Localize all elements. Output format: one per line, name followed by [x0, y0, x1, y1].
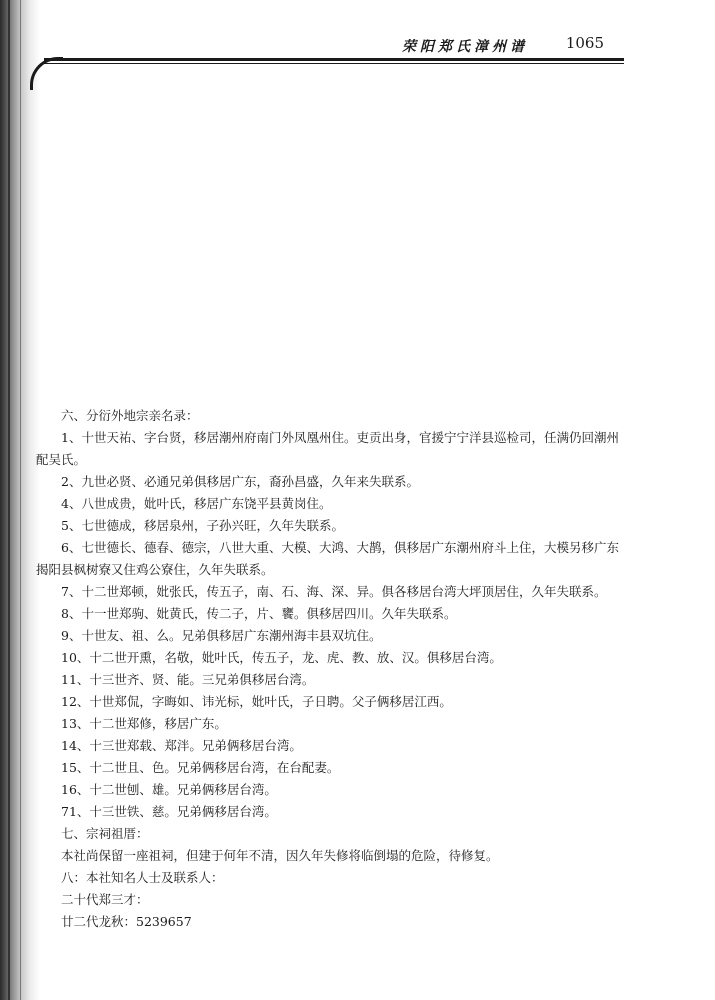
entry-list: [36, 427, 626, 823]
list-item: 15、十二世且、色。兄弟俩移居台湾，在台配妻。: [61, 760, 340, 775]
section-heading: 八：本社知名人士及联系人：: [61, 870, 224, 885]
section-heading: 七、宗祠祖厝：: [61, 826, 149, 841]
list-item: 7、十二世郑顿，妣张氏，传五子，南、石、海、深、异。俱各移居台湾大坪顶居住，久年失联系。: [61, 584, 607, 599]
binding-edge-line: [20, 0, 21, 1000]
list-item: 71、十三世铁、慈。兄弟俩移居台湾。: [61, 804, 277, 819]
paragraph: 本社尚保留一座祖祠，但建于何年不清，因久年失修将临倒塌的危险，待修复。: [61, 848, 499, 863]
list-item: 12、十世郑侃，字晦如、讳光标，妣叶氏，子日聘。父子俩移居江西。: [61, 694, 452, 709]
list-item: 10、十二世开熏，名敬，妣叶氏，传五子，龙、虎、教、放、汉。俱移居台湾。: [61, 650, 502, 665]
page-header: [44, 30, 624, 66]
page-number: 1065: [565, 34, 604, 52]
list-item: 11、十三世齐、贤、能。三兄弟俱移居台湾。: [61, 672, 315, 687]
list-item: 2、九世必贤、必通兄弟俱移居广东，裔孙昌盛，久年来失联系。: [61, 474, 419, 489]
list-item: 1、十世天祐、字台贤，移居潮州府南门外凤凰州住。吏贡出身，官援宁宁洋县巡检司，任满仍回潮州配吴氏。: [36, 430, 619, 467]
list-item: 8、十一世郑驹、妣黄氏，传二子，片、饔。俱移居四川。久年失联系。: [61, 606, 457, 621]
list-item: 14、十三世郑载、郑泮。兄弟俩移居台湾。: [61, 738, 302, 753]
binding-edge-line: [8, 0, 10, 1000]
contact-item: 二十代郑三才：: [61, 892, 149, 907]
list-item: 5、七世德成，移居泉州，子孙兴旺，久年失联系。: [61, 518, 344, 533]
list-item: 6、七世德长、德春、德宗，八世大重、大模、大鸿、大鹊，俱移居广东潮州府斗上住，大模另移广东揭阳县枫树寮又住鸡公寮住，久年失联系。: [36, 540, 619, 577]
header-title: 荣阳郑氏漳州谱: [402, 39, 528, 55]
list-item: 9、十世友、祖、么。兄弟俱移居广东潮州海丰县双坑住。: [61, 628, 382, 643]
section-heading: 六、分衍外地宗亲名录：: [61, 408, 199, 423]
contact-item: 廿二代龙秋：5239657: [61, 914, 192, 929]
list-item: 4、八世成贵，妣叶氏，移居广东饶平县黄岗住。: [61, 496, 332, 511]
list-item: 13、十二世郑修，移居广东。: [61, 716, 227, 731]
list-item: 16、十二世刨、雄。兄弟俩移居台湾。: [61, 782, 277, 797]
body-text: [36, 405, 626, 933]
header-rule-thin: [44, 63, 624, 64]
header-rule: [44, 58, 624, 61]
